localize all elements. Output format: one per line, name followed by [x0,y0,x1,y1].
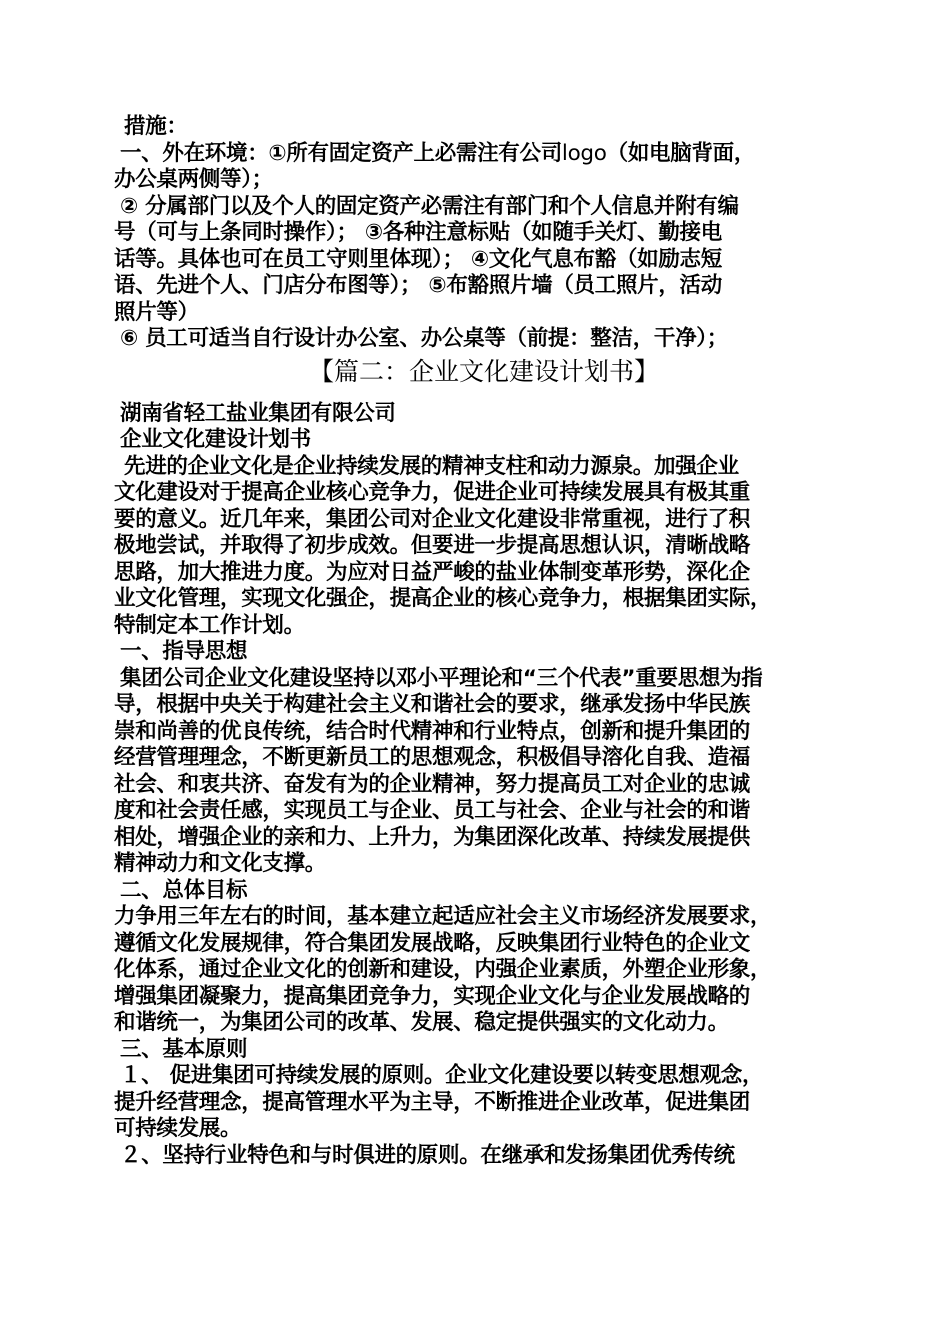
guide-line: 社会、和衷共济、奋发有为的企业精神，努力提高员工对企业的忠诚 [114,771,751,797]
guide-line: 相处，增强企业的亲和力、上升力，为集团深化改革、持续发展提供 [114,824,751,850]
document-page [114,114,854,1169]
measure-line [114,141,854,168]
measure-line: 语、先进个人、门店分布图等）； ⑤布豁照片墙（员工照片，活动 [114,273,722,298]
intro-line: 要的意义。近几年来，集团公司对企业文化建设非常重视，进行了积 [114,506,751,532]
section-heading: 一、指导思想 [120,639,248,664]
guide-line: 度和社会责任感，实现员工与企业、员工与社会、企业与社会的和谐 [114,798,751,823]
intro-line: 思路，加大推进力度。为应对日益严峻的盐业体制变革形势，深化企 [114,559,751,585]
section-heading: 二、总体目标 [120,877,248,903]
chapter-title: 【篇二：企业文化建设计划书】 [308,356,659,386]
intro-line: 业文化管理，实现文化强企，提高企业的核心竞争力，根据集团实际， [114,586,772,611]
principle-line: 可持续发展。 [114,1116,242,1141]
measure-line: 办公桌两侧等）； [114,167,273,192]
goal-line: 和谐统一，为集团公司的改革、发展、稳定提供强实的文化动力。 [114,1010,729,1035]
measure-line: 号（可与上条同时操作）； ③各种注意标贴（如随手关灯、勤接电 [114,220,722,245]
guide-line: 经营管理理念，不断更新员工的思想观念，积极倡导溶化自我、造福 [114,745,751,770]
measure-line: 话等。具体也可在员工守则里体现）； ④文化气息布豁（如励志短 [114,246,722,272]
document-title: 企业文化建设计划书 [120,427,311,452]
goal-line: 力争用三年左右的时间，基本建立起适应社会主义市场经济发展要求， [114,904,772,929]
measure-line: 照片等） [114,299,199,325]
measure-line-text: 一、外在环境：①所有固定资产上必需注有公司 [120,140,562,166]
guide-line: 集团公司企业文化建设坚持以邓小平理论和“三个代表”重要思想为指 [120,665,763,691]
principle-line: 提升经营理念，提高管理水平为主导，不断推进企业改革，促进集团 [114,1089,751,1115]
intro-line: 特制定本工作计划。 [114,612,305,638]
intro-line: 极地尝试，并取得了初步成效。但要进一步提高思想认识，清晰战略 [114,533,751,558]
goal-line: 遵循文化发展规律，符合集团发展战略，反映集团行业特色的企业文 [114,930,751,956]
goal-line: 化体系，通过企业文化的创新和建设，内强企业素质，外塑企业形象， [114,957,772,982]
principle-line: １、 促进集团可持续发展的原则。企业文化建设要以转变思想观念， [120,1063,764,1088]
logo-word: logo [561,140,607,166]
measures-heading: 措施： [124,114,188,139]
measure-line: ⑥ 员工可适当自行设计办公室、办公桌等（前提：整洁，干净）； [120,326,728,351]
measure-line-tail: （如电脑背面， [606,140,756,166]
intro-line: 文化建设对于提高企业核心竞争力，促进企业可持续发展具有极其重 [114,480,751,505]
intro-line: 先进的企业文化是企业持续发展的精神支柱和动力源泉。加强企业 [124,453,739,479]
company-name: 湖南省轻工盐业集团有限公司 [120,400,396,426]
measure-line: ② 分属部门以及个人的固定资产必需注有部门和个人信息并附有编 [120,193,739,219]
guide-line: 精神动力和文化支撑。 [114,851,327,876]
principle-line: ２、坚持行业特色和与时俱进的原则。在继承和发扬集团优秀传统 [120,1142,735,1168]
section-heading: 三、基本原则 [120,1036,248,1062]
guide-line: 崇和尚善的优良传统，结合时代精神和行业特点，创新和提升集团的 [114,718,751,744]
goal-line: 增强集团凝聚力，提高集团竞争力，实现企业文化与企业发展战略的 [114,983,751,1009]
guide-line: 导，根据中央关于构建社会主义和谐社会的要求，继承发扬中华民族 [114,692,751,717]
